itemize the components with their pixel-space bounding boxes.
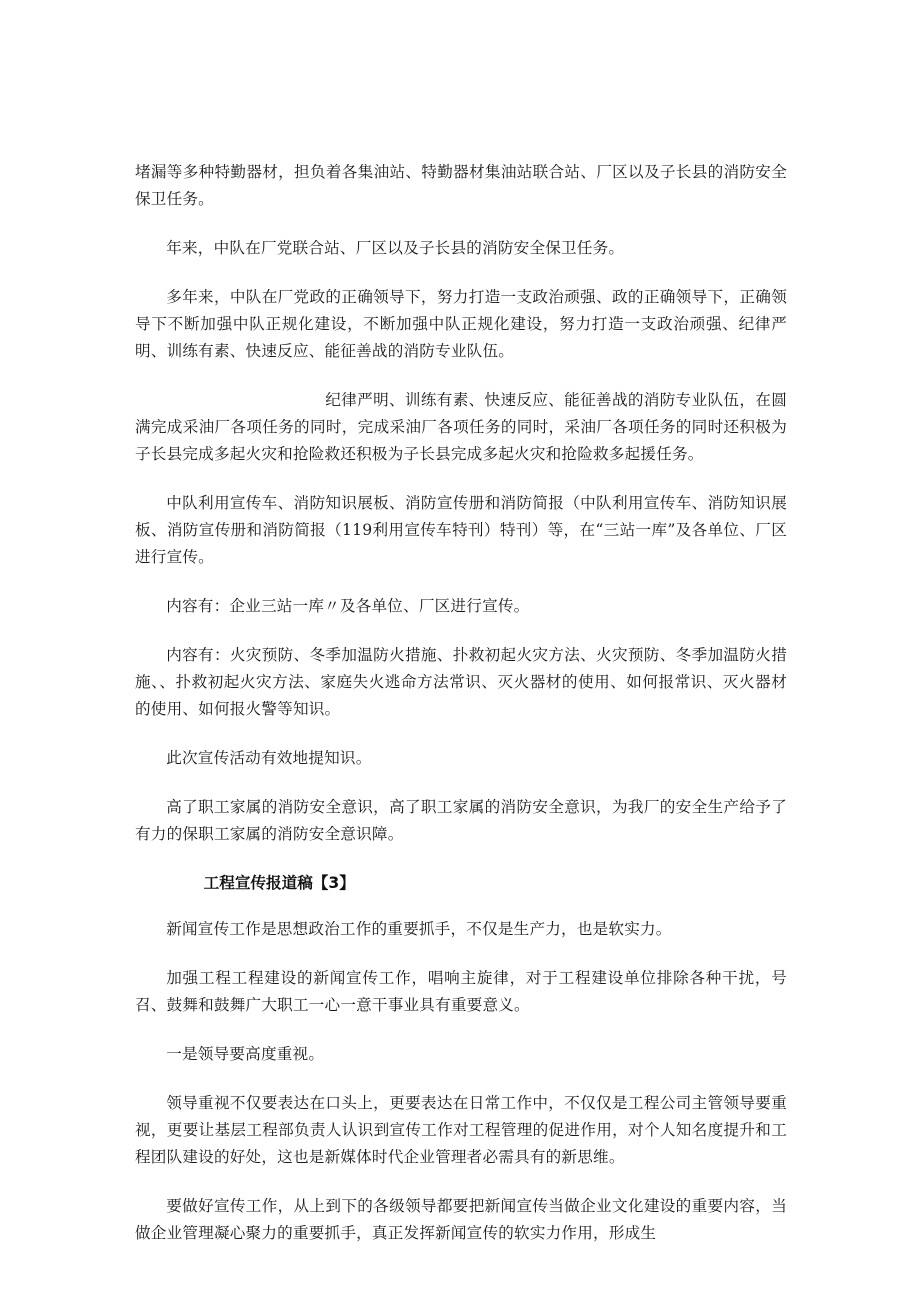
- paragraph-3: 多年来，中队在厂党政的正确领导下，努力打造一支政治顽强、政的正确领导下，正确领导下不断加强中队正规化建设，不断加强中队正规化建设，努力打造一支政治顽强、纪律严明、训练有素、快速反应、能征善战的消防专业队伍。: [135, 288, 787, 360]
- paragraph-8: 此次宣传活动有效地提知识。: [166, 749, 372, 767]
- section-heading: 工程宣传报道稿【3】: [203, 874, 355, 892]
- paragraph-2: 年来，中队在厂党联合站、厂区以及子长县的消防安全保卫任务。: [166, 239, 625, 257]
- paragraph-4: 纪律严明、训练有素、快速反应、能征善战的消防专业队伍，在圆满完成采油厂各项任务的同时，完成采油厂各项任务的同时，采油厂各项任务的同时还积极为子长县完成多起火灾和抢险救还积极为子长县完成多起火灾和抢险救多起援任务。: [135, 391, 787, 463]
- paragraph-6: 内容有：企业三站一库〃及各单位、厂区进行宣传。: [166, 597, 530, 615]
- paragraph-7: 内容有：火灾预防、冬季加温防火措施、扑救初起火灾方法、火灾预防、冬季加温防火措施、、扑救初起火灾方法、家庭失火逃命方法常识、灭火器材的使用、如何报常识、灭火器材的使用、如何报火警等知识。: [135, 646, 787, 718]
- document-page: [135, 159, 787, 1269]
- paragraph-14: 要做好宣传工作，从上到下的各级领导都要把新闻宣传当做企业文化建设的重要内容，当做企业管理凝心聚力的重要抓手，真正发挥新闻宣传的软实力作用，形成生: [135, 1197, 787, 1242]
- paragraph-13: 领导重视不仅要表达在口头上，更要表达在日常工作中，不仅仅是工程公司主管领导要重视，更要让基层工程部负责人认识到宣传工作对工程管理的促进作用，对个人知名度提升和工程团队建设的好处，这也是新媒体时代企业管理者必需具有的新思维。: [135, 1094, 787, 1166]
- paragraph-9: 高了职工家属的消防安全意识，高了职工家属的消防安全意识，为我厂的安全生产给予了有力的保职工家属的消防安全意识障。: [135, 798, 787, 843]
- paragraph-10: 新闻宣传工作是思想政治工作的重要抓手，不仅是生产力，也是软实力。: [166, 920, 672, 938]
- paragraph-1: 堵漏等多种特勤器材，担负着各集油站、特勤器材集油站联合站、厂区以及子长县的消防安全保卫任务。: [135, 163, 787, 208]
- paragraph-11: 加强工程工程建设的新闻宣传工作，唱响主旋律，对于工程建设单位排除各种干扰，号召、鼓舞和鼓舞广大职工一心一意干事业具有重要意义。: [135, 969, 787, 1014]
- paragraph-12: 一是领导要高度重视。: [166, 1045, 325, 1063]
- paragraph-5: 中队利用宣传车、消防知识展板、消防宣传册和消防简报（中队利用宣传车、消防知识展板、消防宣传册和消防简报（119利用宣传车特刊）特刊）等，在“三站一库”及各单位、厂区进行宣传。: [135, 494, 787, 566]
